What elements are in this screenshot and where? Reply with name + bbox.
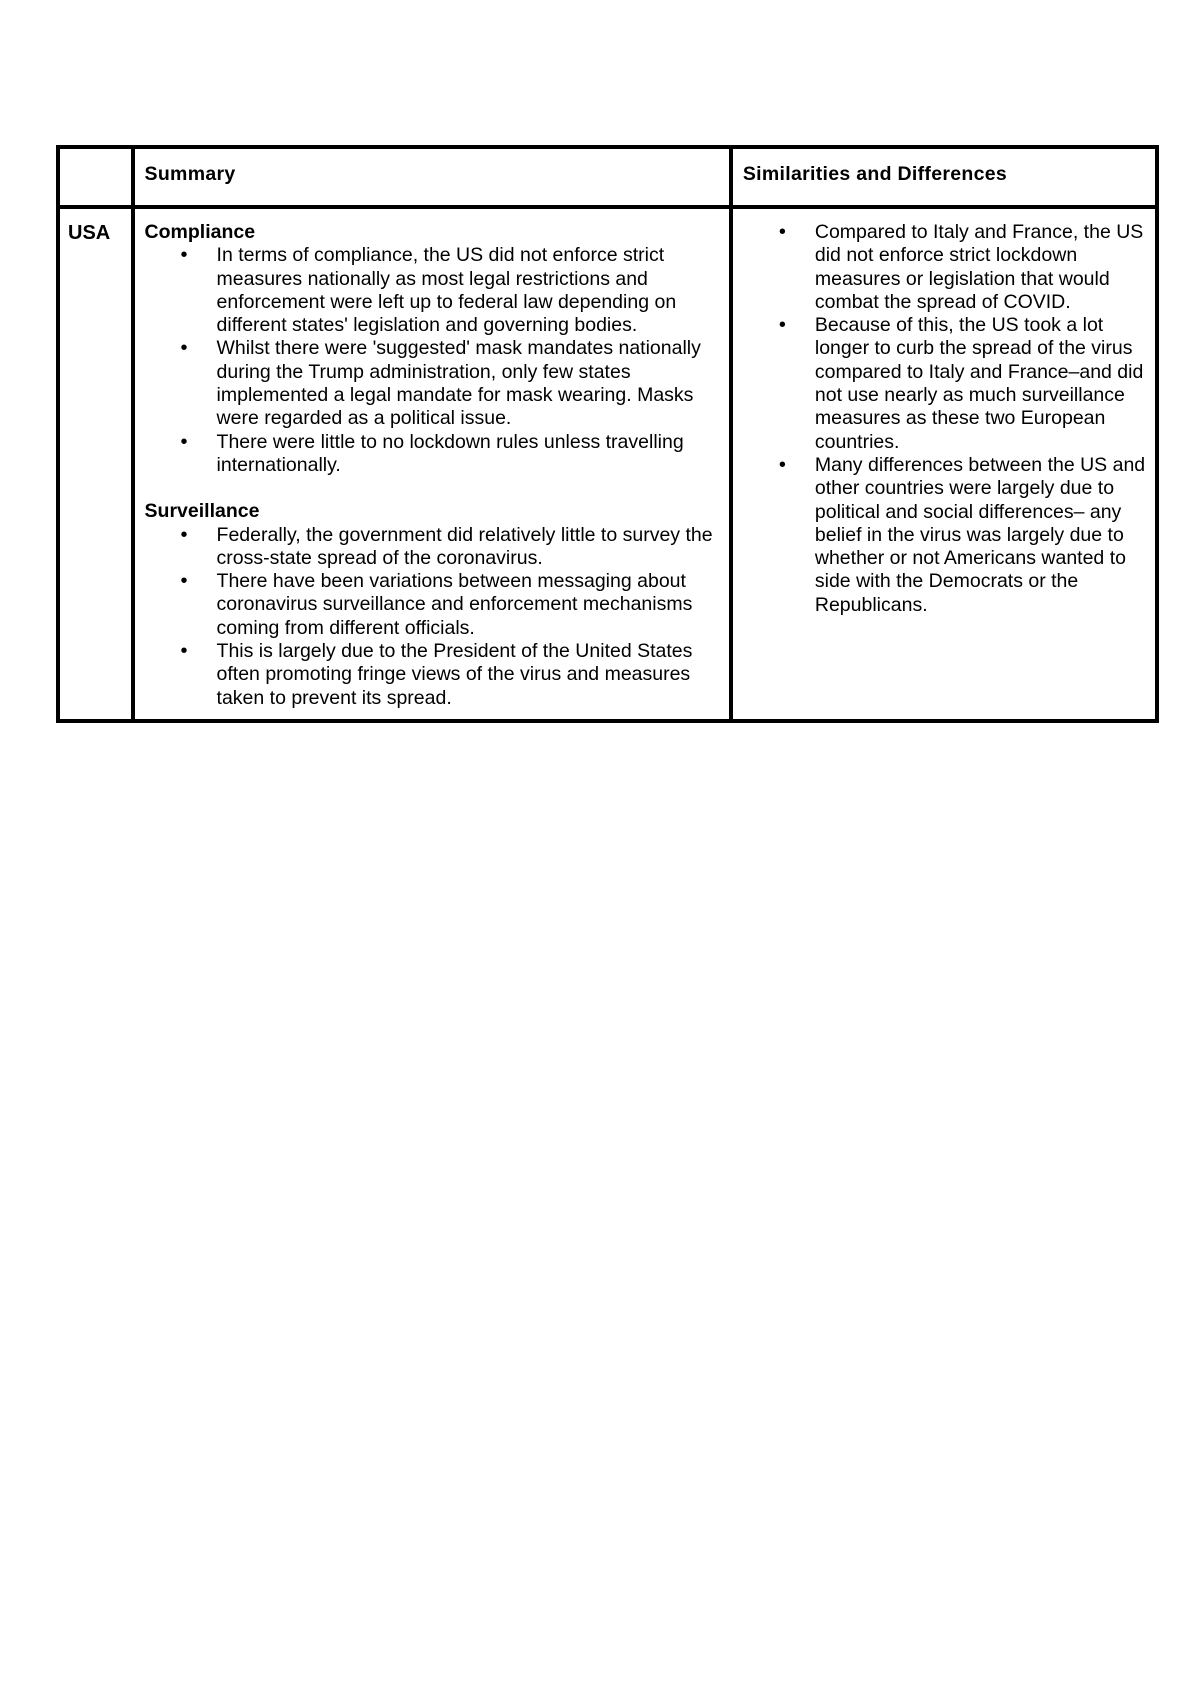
list-item: • In terms of compliance, the US did not enforce strict measures nationally as most legal restrictions and enforcement were left up to federal law depending on different states' legislation and governing bodies. — [217, 244, 721, 337]
compliance-list — [145, 244, 721, 477]
header-similarities-label: Similarities and Differences — [742, 163, 1008, 185]
section-heading-surveillance: Surveillance — [144, 500, 260, 523]
table-header-row — [58, 147, 1157, 207]
section-heading-compliance: Compliance — [144, 221, 256, 243]
list-item: • Many differences between the US and other countries were largely due to political and social differences– any belief in the virus was largely due to whether or not Americans wanted to side with the Democrats or the Republicans. — [815, 454, 1147, 617]
surveillance-list — [145, 524, 721, 710]
table-row — [58, 207, 1157, 721]
similarities-cell — [731, 207, 1157, 721]
list-item: • This is largely due to the President of the United States often promoting fringe views of the virus and measures taken to prevent its spread. — [217, 640, 721, 710]
list-item: • Federally, the government did relatively little to survey the cross-state spread of the coronavirus. — [217, 524, 721, 571]
list-item: • Because of this, the US took a lot longer to curb the spread of the virus compared to Italy and France–and did not use nearly as much surveillance measures as these two European countries. — [815, 314, 1147, 454]
list-item: • Compared to Italy and France, the US did not enforce strict lockdown measures or legislation that would combat the spread of COVID. — [815, 221, 1147, 314]
comparison-table — [56, 145, 1159, 723]
list-item: • There have been variations between messaging about coronavirus surveillance and enforcement mechanisms coming from different officials. — [217, 570, 721, 640]
list-item: • There were little to no lockdown rules unless travelling internationally. — [217, 431, 721, 478]
summary-cell — [133, 207, 731, 721]
header-country — [58, 147, 133, 207]
header-similarities — [731, 147, 1157, 207]
list-item: • Whilst there were 'suggested' mask mandates nationally during the Trump administration, only few states implemented a legal mandate for mask wearing. Masks were regarded as a political issue. — [217, 337, 721, 430]
country-cell — [58, 207, 133, 721]
header-summary — [133, 147, 731, 207]
header-summary-label: Summary — [144, 163, 236, 185]
country-label: USA — [68, 222, 111, 244]
similarities-list — [743, 221, 1147, 617]
